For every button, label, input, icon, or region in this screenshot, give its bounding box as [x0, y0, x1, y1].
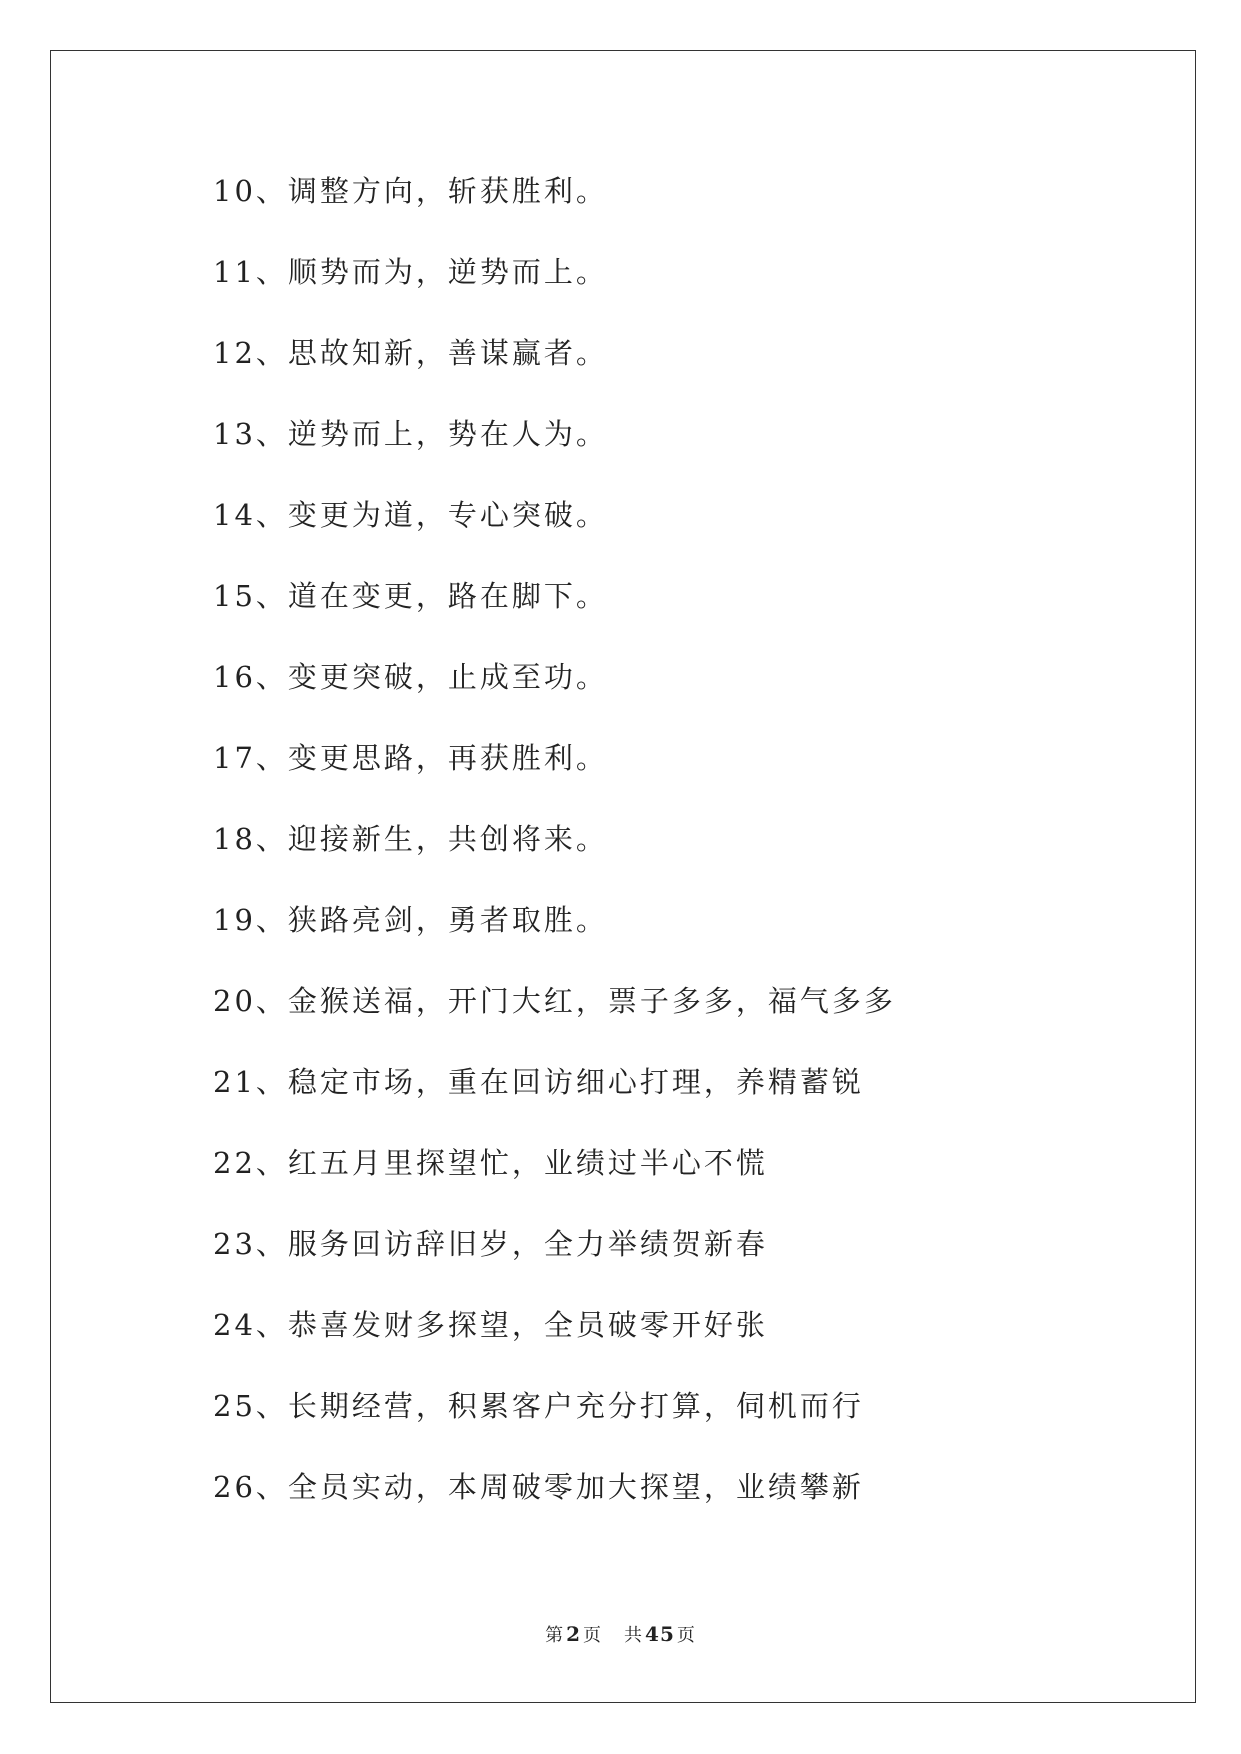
list-item: 24、恭喜发财多探望，全员破零开好张 [213, 1308, 768, 1342]
page-footer [0, 1621, 1241, 1647]
list-item: 10、调整方向，斩获胜利。 [213, 174, 608, 208]
current-page-number: 2 [566, 1622, 582, 1646]
list-item: 12、思故知新，善谋赢者。 [213, 336, 608, 370]
total-pages-number: 45 [645, 1622, 675, 1646]
footer-page-word: 页 [583, 1625, 603, 1646]
list-item: 20、金猴送福，开门大红，票子多多，福气多多 [213, 984, 896, 1018]
slogan-list [213, 166, 896, 1543]
list-item: 11、顺势而为，逆势而上。 [213, 255, 608, 289]
list-item: 22、红五月里探望忙，业绩过半心不慌 [213, 1146, 768, 1180]
list-item: 26、全员实动，本周破零加大探望，业绩攀新 [213, 1470, 864, 1504]
list-item: 16、变更突破，止成至功。 [213, 660, 608, 694]
footer-total-prefix: 共 [624, 1625, 644, 1646]
list-item: 18、迎接新生，共创将来。 [213, 822, 608, 856]
list-item: 21、稳定市场，重在回访细心打理，养精蓄锐 [213, 1065, 864, 1099]
list-item: 23、服务回访辞旧岁，全力举绩贺新春 [213, 1227, 768, 1261]
list-item: 17、变更思路，再获胜利。 [213, 741, 608, 775]
list-item: 14、变更为道，专心突破。 [213, 498, 608, 532]
list-item: 15、道在变更，路在脚下。 [213, 579, 608, 613]
list-item: 19、狭路亮剑，勇者取胜。 [213, 903, 608, 937]
footer-prefix: 第 [545, 1625, 565, 1646]
list-item: 25、长期经营，积累客户充分打算，伺机而行 [213, 1389, 864, 1423]
footer-total-suffix: 页 [676, 1625, 696, 1646]
list-item: 13、逆势而上，势在人为。 [213, 417, 608, 451]
